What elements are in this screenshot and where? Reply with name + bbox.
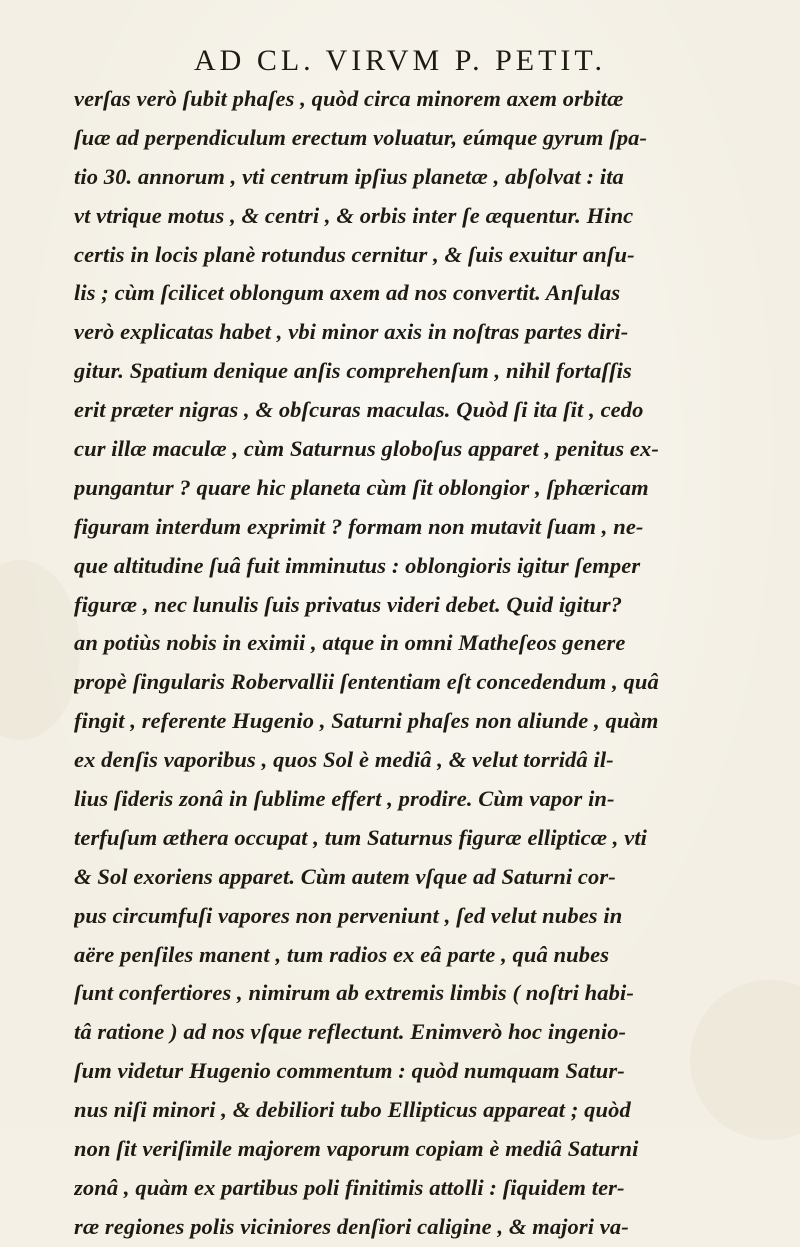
text-line: lius ſideris zonâ in ſublime effert , prodire. Cùm vapor in- [74, 786, 615, 812]
text-line: ſuæ ad perpendiculum erectum voluatur, eúmque gyrum ſpa- [74, 124, 648, 150]
text-line: vt vtrique motus , & centri , & orbis inter ſe æquentur. Hinc [74, 202, 634, 228]
text-line: pus circumfuſi vapores non perveniunt , ſed velut nubes in [74, 902, 623, 928]
text-line: figuram interdum exprimit ? formam non mutavit ſuam , ne- [74, 513, 644, 539]
text-line: propè ſingularis Robervallii ſententiam eſt concedendum , quâ [74, 669, 659, 695]
text-line: nus niſi minori , & debiliori tubo Ellipticus appareat ; quòd [74, 1097, 631, 1123]
text-line: terfuſum æthera occupat , tum Saturnus figuræ ellipticæ , vti [74, 824, 648, 850]
text-line: fingit , referente Hugenio , Saturni phaſes non aliunde , quàm [74, 708, 659, 734]
text-line: ex denſis vaporibus , quos Sol è mediâ , & velut torridâ il- [74, 747, 614, 773]
text-line: figuræ , nec lunulis ſuis privatus videri debet. Quid igitur? [74, 591, 623, 617]
body-text [74, 80, 754, 1247]
text-line: tâ ratione ) ad nos vſque reflectunt. Enimverò hoc ingenio- [74, 1019, 627, 1045]
text-line: aëre penſiles manent , tum radios ex eâ parte , quâ nubes [74, 941, 610, 967]
text-line: ſum videtur Hugenio commentum : quòd numquam Satur- [74, 1058, 625, 1084]
text-line: erit præter nigras , & obſcuras maculas. Quòd ſi ita ſit , cedo [74, 397, 644, 423]
text-line: gitur. Spatium denique anſis comprehenſum , nihil fortaſſis [74, 358, 632, 384]
text-line: pungantur ? quare hic planeta cùm ſit oblongior , ſphæricam [74, 474, 649, 500]
text-line: non ſit veriſimile majorem vaporum copiam è mediâ Saturni [74, 1136, 639, 1162]
text-line: cur illæ maculæ , cùm Saturnus globoſus apparet , penitus ex- [74, 436, 659, 462]
text-line: ſunt confertiores , nimirum ab extremis limbis ( noſtri habi- [74, 980, 634, 1006]
text-line: & Sol exoriens apparet. Cùm autem vſque ad Saturni cor- [74, 863, 616, 889]
text-line: certis in locis planè rotundus cernitur , & ſuis exuitur anſu- [74, 241, 635, 267]
text-line: que altitudine ſuâ fuit imminutus : oblongioris igitur ſemper [74, 552, 641, 578]
text-line: verò explicatas habet , vbi minor axis in noſtras partes diri- [74, 319, 629, 345]
text-line: lis ; cùm ſcilicet oblongum axem ad nos convertit. Anſulas [74, 280, 621, 306]
text-line: ræ regiones polis viciniores denſiori caligine , & majori va- [74, 1213, 629, 1239]
running-head: AD CL. VIRVM P. PETIT. [193, 44, 606, 77]
text-line: zonâ , quàm ex partibus poli finitimis attolli : ſiquidem ter- [74, 1174, 625, 1200]
text-line: verſas verò ſubit phaſes , quòd circa minorem axem orbitæ [74, 86, 624, 111]
paper-stain [0, 560, 80, 740]
text-line: an potiùs nobis in eximii , atque in omni Matheſeos genere [74, 630, 626, 656]
text-line: tio 30. annorum , vti centrum ipſius planetæ , abſolvat : ita [74, 163, 624, 189]
